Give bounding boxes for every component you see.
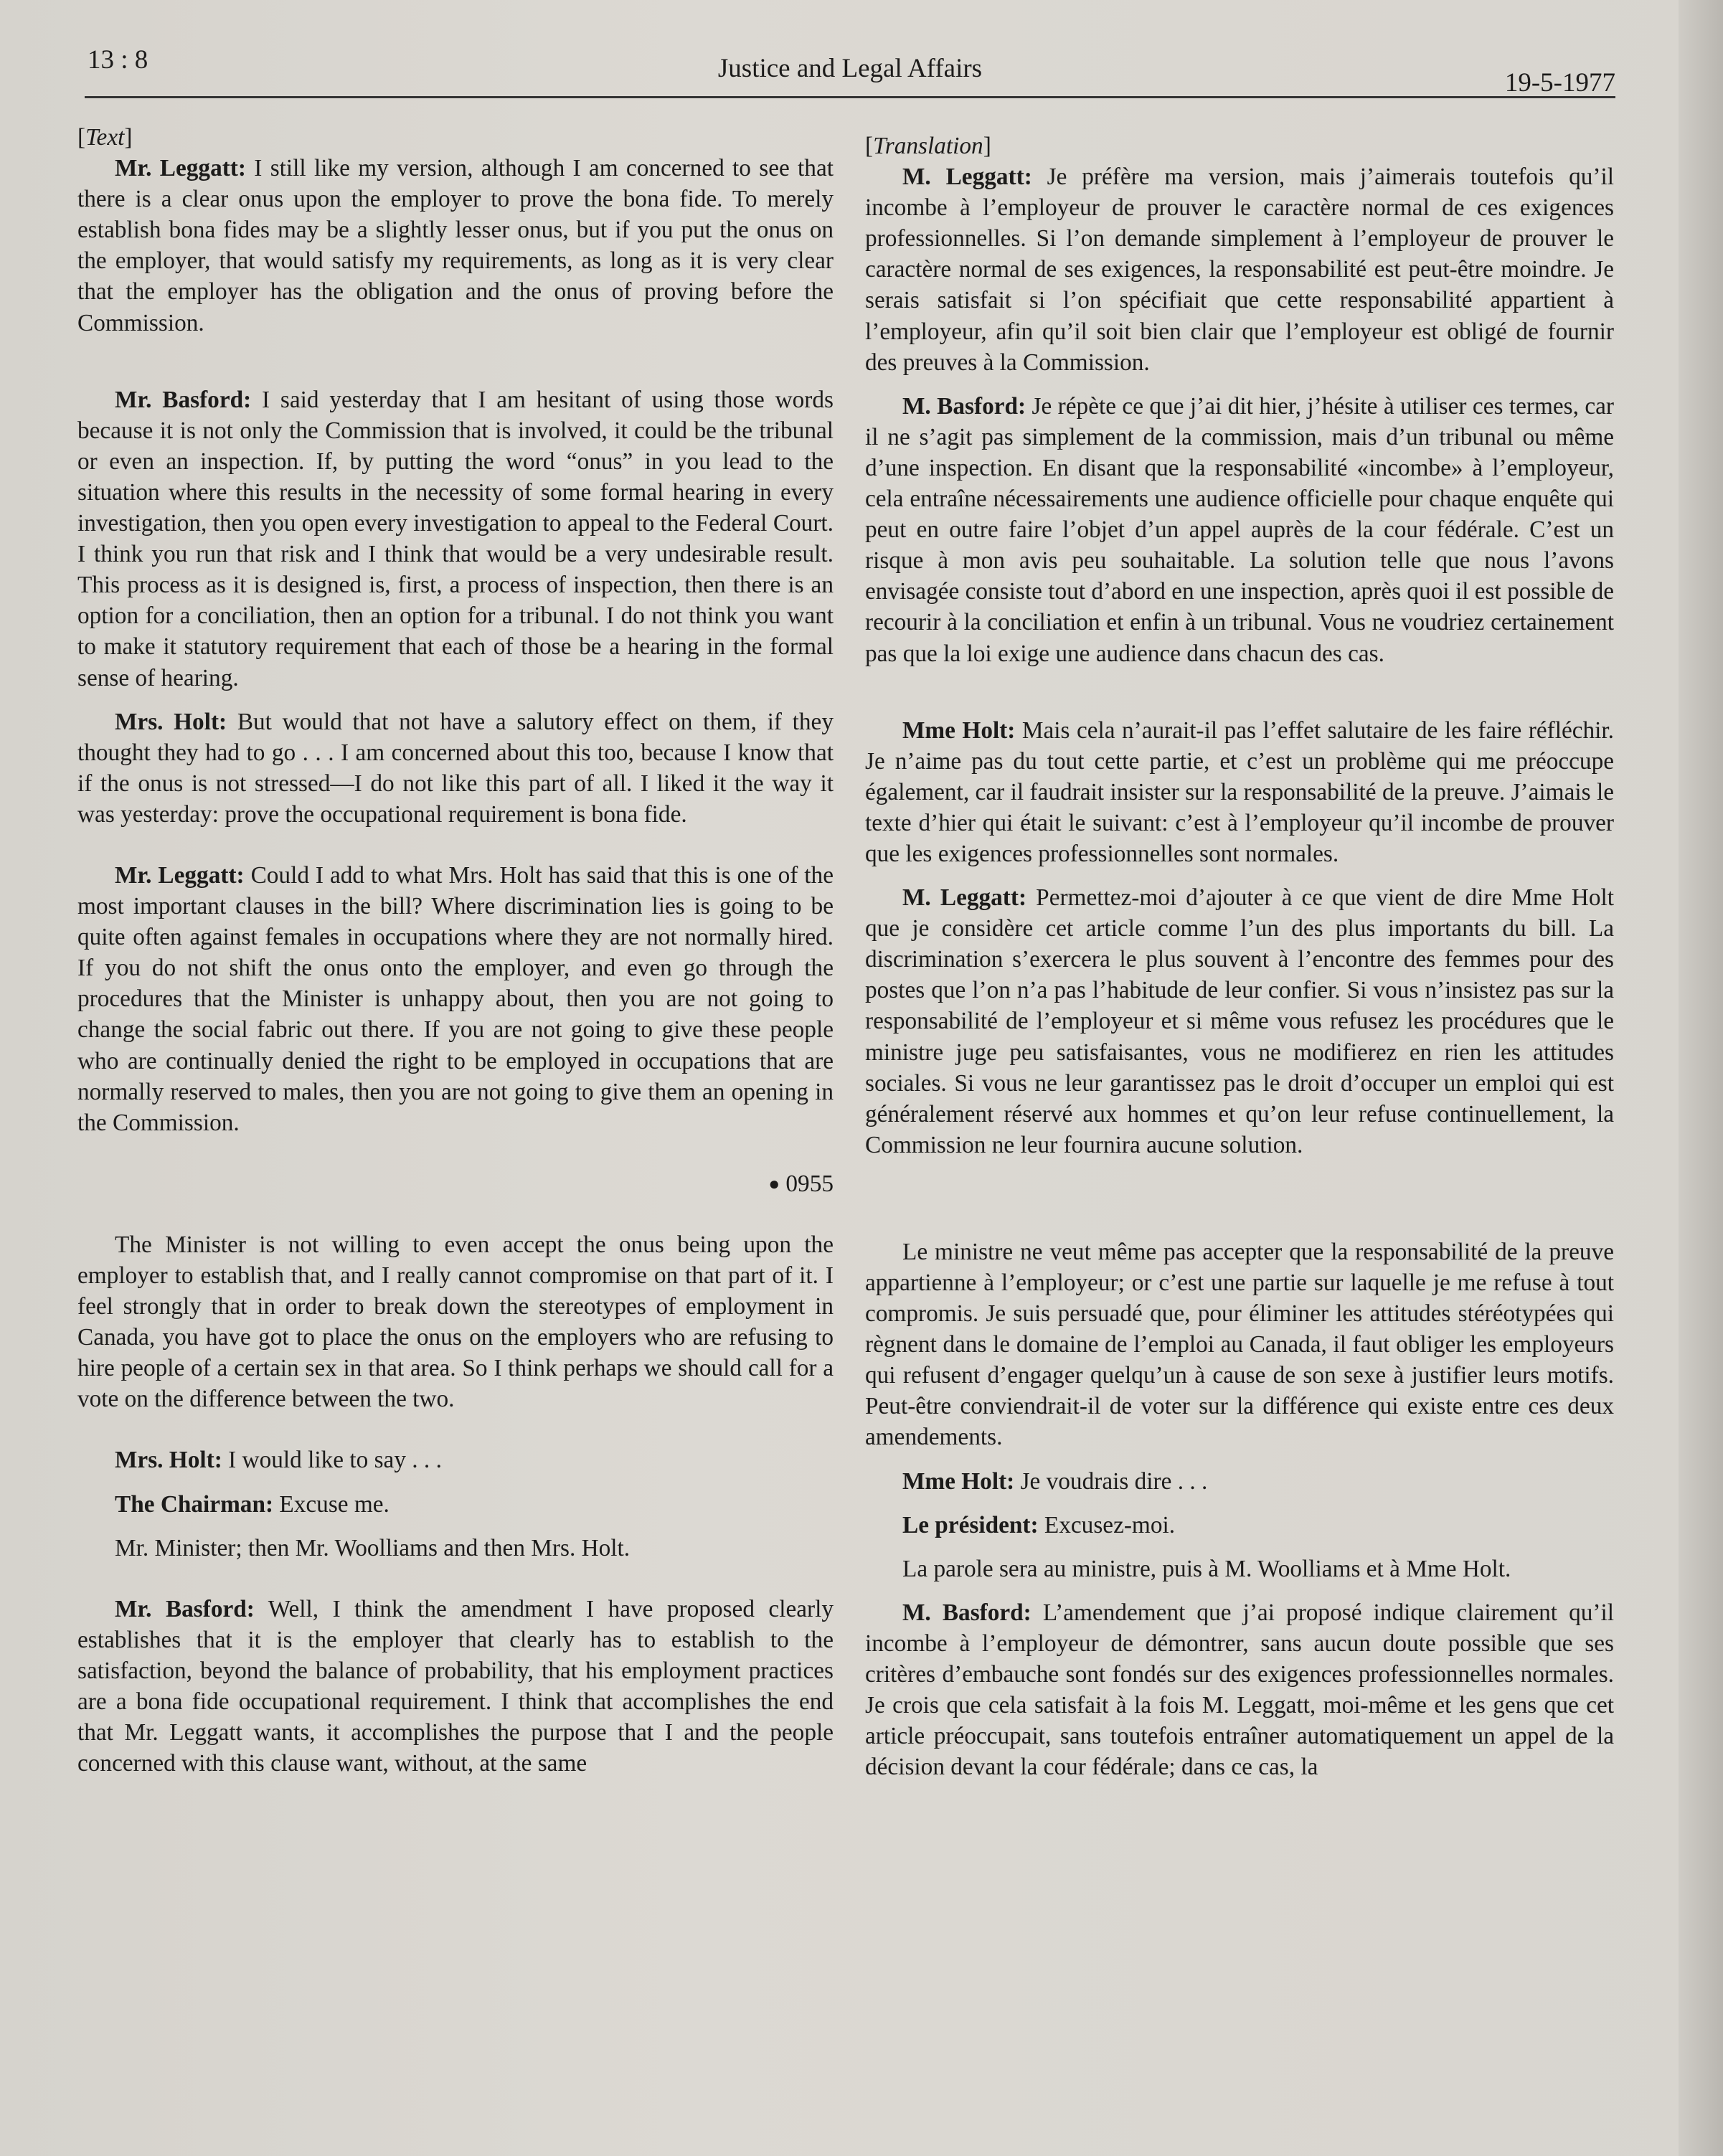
paragraph-en-8: [77, 1533, 834, 1564]
speech-text: Excuse me.: [273, 1490, 390, 1518]
speaker-name: M. Basford:: [902, 1599, 1032, 1626]
speaker-name: Le président:: [902, 1511, 1039, 1538]
speech-text: La parole sera au ministre, puis à M. Woolliams et à Mme Holt.: [902, 1555, 1511, 1582]
speech-text: Well, I think the amendment I have proposed clearly establishes that it is the employer that clearly has to establish to the satisfaction, beyond the balance of probability, that his employment practices are a bona fide occupational requirement. I think that accomplishes the end that Mr. Leggatt wants, it accomplishes the purpose that I and the people concerned with this clause want, without, at the same: [77, 1595, 834, 1777]
paragraph-fr-6: [865, 1466, 1614, 1497]
french-column: [865, 131, 1614, 1782]
speaker-name: M. Leggatt:: [902, 884, 1027, 912]
speaker-name: Mr. Basford:: [115, 386, 252, 413]
page-header: [85, 44, 1615, 102]
section-label-translation-word: Translation: [873, 133, 983, 159]
paragraph-fr-7: [865, 1510, 1614, 1541]
bullet-icon: ●: [768, 1173, 780, 1194]
paragraph-en-9: [77, 1594, 834, 1779]
speech-text: Je répète ce que j’ai dit hier, j’hésite à utiliser ces termes, car il ne s’agit pas simplement de la commission, mais d’un tribunal ou même d’une inspection. En disant que la responsabilité «incombe» à l’employeur, cela entraîne nécessairements une audience officielle pour chaque enquête qui peut en outre faire l’objet d’un appel auprès de la cour fédérale. C’est un risque à mon avis peu souhaitable. La solution telle que nous l’avons envisagée consiste tout d’abord en une inspection, après quoi il est possible de recourir à la conciliation et enfin à un tribunal. Vous ne voudriez certainement pas que la loi exige une audience dans chacun des cas.: [865, 392, 1614, 667]
paragraph-fr-8: [865, 1554, 1614, 1584]
speaker-name: Mr. Leggatt:: [115, 155, 246, 182]
speech-text: Permettez-moi d’ajouter à ce que vient de dire Mme Holt que je considère cet article comme l’un des plus importants du bill. La discrimination s’exercera le plus souvent à l’encontre des femmes pour des postes que l’on n’a pas l’habitude de leur confier. Si vous n’insistez pas sur la responsabilité de l’employeur et si même vous refusez les procédures que le ministre juge peu satisfaisantes, vous ne modifierez en rien les attitudes sociales. Si vous ne leur garantissez pas le droit d’occuper un emploi qui est généralement réservé aux hommes et qu’on leur refuse continuellement, la Commission ne leur fournira aucune solution.: [865, 884, 1614, 1158]
speaker-name: Mr. Basford:: [115, 1595, 255, 1622]
speech-text: Mais cela n’aurait-il pas l’effet salutaire de les faire réfléchir. Je n’aime pas du tout cette partie, et c’est un problème qui me préoccupe également, car il faudrait insister sur la responsabilité de la preuve. J’aimais le texte d’hier qui était le suivant: c’est à l’employeur qu’il incombe de prouver que les exigences professionnelles sont normales.: [865, 717, 1614, 867]
paragraph-en-2: [77, 384, 834, 694]
paragraph-en-6: [77, 1445, 834, 1475]
speech-text: I said yesterday that I am hesitant of using those words because it is not only the Commission that is involved, it could be the tribunal or even an inspection. If, by putting the word “onus” in you lead to the situation where this results in the necessity of some formal hearing in every investigation, then you open every investigation to appeal to the Federal Court. I think you run that risk and I think that would be a very undesirable result. This process as it is designed is, first, a process of inspection, then there is an option for a conciliation, then an option for a tribunal. I do not think you want to make it statutory requirement that each of those be a hearing in the formal sense of hearing.: [77, 386, 834, 691]
speech-text: Le ministre ne veut même pas accepter que la responsabilité de la preuve appartienne à l’employeur; or c’est une partie sur laquelle je me refuse à tout compromis. Je suis persuadé que, pour éliminer les attitudes stéréotypées qui règnent dans le domaine de l’emploi au Canada, il faut obliger les employeurs qui refusent d’engager quelqu’un à cause de son sexe à justifier leurs motifs. Peut-être conviendrait-il de voter sur la différence qui existe entre ces deux amendements.: [865, 1238, 1614, 1451]
speaker-name: Mme Holt:: [902, 1467, 1015, 1495]
speaker-name: M. Leggatt:: [902, 164, 1032, 191]
section-label-translation: [Translation]: [865, 133, 991, 159]
speaker-name: M. Basford:: [902, 392, 1026, 420]
speaker-name: Mr. Leggatt:: [115, 861, 245, 889]
speaker-name: Mme Holt:: [902, 717, 1016, 744]
speaker-name: Mrs. Holt:: [115, 708, 227, 735]
speech-text: I would like to say . . .: [222, 1447, 442, 1474]
speech-text: Mr. Minister; then Mr. Woolliams and then Mrs. Holt.: [115, 1534, 631, 1561]
paragraph-fr-2: [865, 391, 1614, 669]
speech-text: Excusez-moi.: [1038, 1511, 1176, 1538]
paragraph-fr-1: [865, 161, 1614, 378]
paragraph-en-1: [77, 153, 834, 339]
section-label-text: [Text]: [77, 124, 133, 151]
time-marker: [77, 1168, 834, 1199]
paragraph-en-5: [77, 1229, 834, 1415]
paragraph-fr-5: [865, 1237, 1614, 1453]
page-number: 13 : 8: [88, 45, 148, 75]
speech-text: L’amendement que j’ai proposé indique clairement qu’il incombe à l’employeur de démontrer, sans aucun doute possible que ses critères d’embauche sont fondés sur des exigences professionnelles normales. Je crois que cela satisfait à la fois M. Leggatt, moi-même et les gens que cet article préoccupait, sans toutefois entraîner automatiquement un appel de la décision devant la cour fédérale; dans ce cas, la: [865, 1599, 1614, 1781]
header-rule: [85, 96, 1615, 98]
paragraph-en-3: [77, 706, 834, 830]
paragraph-fr-3: [865, 715, 1614, 869]
speech-text: The Minister is not willing to even accept the onus being upon the employer to establish that, and I really cannot compromise on that part of it. I feel strongly that in order to break down the stereotypes of employment in Canada, you have got to place the onus on the employers who are refusing to hire people of a certain sex in that area. So I think perhaps we should call for a vote on the difference between the two.: [77, 1231, 834, 1413]
running-title: Justice and Legal Affairs: [717, 54, 983, 83]
header-date: 19-5-1977: [1504, 68, 1615, 98]
page-binding-shadow: [1679, 0, 1723, 2156]
speech-text: Je voudrais dire . . .: [1014, 1467, 1208, 1495]
speech-text: Could I add to what Mrs. Holt has said that this is one of the most important clauses in the bill? Where discrimination lies is going to be quite often against females in occupations where they are not normally hired. If you do not shift the onus onto the employer, and even go through the procedures that the Minister is unhappy about, then you are not going to change the social fabric out there. If you are not going to give these people who are continually denied the right to be employed in occupations that are normally reserved to males, then you are not going to give them an opening in the Commission.: [77, 861, 834, 1136]
speech-text: But would that not have a salutory effect on them, if they thought they had to go . . . I am concerned about this too, because I know that if the onus is not stressed—I do not like this part of all. I liked it the way it was yesterday: prove the occupational requirement is bona fide.: [77, 708, 834, 828]
paragraph-en-4: [77, 860, 834, 1138]
speech-text: Je préfère ma version, mais j’aimerais toutefois qu’il incombe à l’employeur de prouver le caractère normal de ces exigences professionnelles. Si l’on demande simplement à l’employeur de prouver le caractère normal de ses exigences, la responsabilité est peut-être moindre. Je serais satisfait si l’on spécifiait que cette responsabilité appartient à l’employeur, afin qu’il soit bien clair que l’employeur est obligé de fournir des preuves à la Commission.: [865, 164, 1614, 376]
english-column: [77, 122, 834, 1779]
speaker-name: Mrs. Holt:: [115, 1447, 222, 1474]
speech-text: I still like my version, although I am concerned to see that there is a clear onus upon the employer to prove the bona fide. To merely establish bona fides may be a slightly lesser onus, but if you put the onus on the employer, that would satisfy my requirements, as long as it is very clear that the employer has the obligation and the onus of proving before the Commission.: [77, 155, 834, 336]
paragraph-en-7: [77, 1489, 834, 1520]
section-label-text-word: Text: [85, 124, 125, 151]
paragraph-fr-9: [865, 1597, 1614, 1783]
speaker-name: The Chairman:: [115, 1490, 274, 1518]
time-marker-value: 0955: [785, 1170, 834, 1197]
paragraph-fr-4: [865, 882, 1614, 1160]
